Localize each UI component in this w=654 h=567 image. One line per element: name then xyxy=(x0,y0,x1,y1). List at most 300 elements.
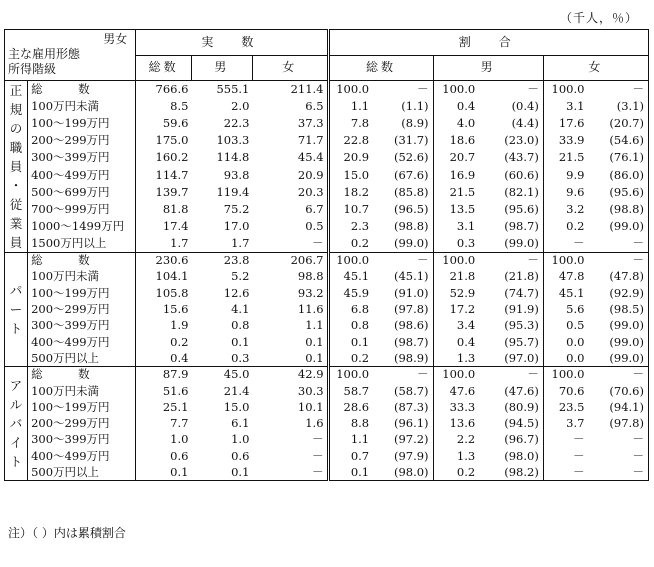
table-row xyxy=(5,334,649,350)
section-label-char: ・ xyxy=(9,178,23,193)
cell-ratio-male-cumulative: (96.7) xyxy=(478,432,543,448)
cell-ratio-female: 45.1 xyxy=(558,285,585,300)
cell-ratio-female-cumulative: (92.9) xyxy=(587,285,648,301)
cell-ratio-female-cumulative: (47.8) xyxy=(587,269,648,285)
income-bracket-label: 500万円以上 xyxy=(28,464,136,480)
cell-ratio-total: 100.0 xyxy=(328,81,372,98)
table-row xyxy=(5,98,649,115)
table-row xyxy=(5,184,649,201)
cell-male: 555.1 xyxy=(191,81,252,98)
cell-ratio-male: 100.0 xyxy=(433,367,478,383)
cell-female: 45.4 xyxy=(252,149,328,166)
cell-ratio-female: 3.1 xyxy=(566,98,585,113)
cell-female: 10.1 xyxy=(252,399,328,415)
table-row xyxy=(5,269,649,285)
cell-ratio-female-cumulative: (99.0) xyxy=(587,350,648,366)
cell-ratio-total: 0.2 xyxy=(328,235,372,252)
cell-ratio-male-cumulative: (98.2) xyxy=(478,464,543,480)
cell-ratio-female: 9.6 xyxy=(566,184,585,199)
section-label-char: ア xyxy=(9,378,23,394)
cell-ratio-female-cumulative: (54.6) xyxy=(587,132,648,149)
cell-ratio-total-cumulative: (99.0) xyxy=(372,235,433,252)
cell-female: 71.7 xyxy=(252,132,328,149)
cell-male: 1.0 xyxy=(231,432,250,447)
cell-male: 0.3 xyxy=(191,350,252,366)
table-row-total xyxy=(5,81,649,98)
section-label-char: の xyxy=(9,121,23,136)
cell-ratio-male: 13.6 xyxy=(449,416,476,431)
cell-ratio-female-cumulative: (94.1) xyxy=(587,399,648,415)
cell-ratio-female-cumulative: (99.0) xyxy=(587,218,648,235)
table-row xyxy=(5,350,649,366)
section-label-char: ル xyxy=(9,397,23,413)
cell-ratio-total-cumulative: (98.0) xyxy=(372,464,433,480)
cell-ratio-female-cumulative: (70.6) xyxy=(587,383,648,399)
table-row xyxy=(5,432,649,448)
cell-ratio-total-cumulative: (97.9) xyxy=(372,448,433,464)
income-bracket-label: 1500万円以上 xyxy=(28,235,136,252)
cell-ratio-total: 0.7 xyxy=(328,448,372,464)
cell-ratio-total-cumulative: － xyxy=(372,367,433,383)
cell-ratio-total-cumulative: (58.7) xyxy=(372,383,433,399)
income-bracket-label: 総 数 xyxy=(28,367,136,383)
cell-female: 1.6 xyxy=(252,415,328,431)
section-label xyxy=(5,367,28,481)
cell-total: 160.2 xyxy=(155,150,189,165)
cell-total: 766.6 xyxy=(136,81,192,98)
table-row xyxy=(5,464,649,480)
cell-ratio-total-cumulative: (96.1) xyxy=(372,415,433,431)
cell-male: 114.8 xyxy=(216,150,250,165)
cell-female: 20.9 xyxy=(252,166,328,183)
cell-ratio-total: 20.9 xyxy=(328,149,372,166)
cell-ratio-female-cumulative: (95.6) xyxy=(587,184,648,201)
cell-ratio-female-cumulative: (86.0) xyxy=(587,166,648,183)
cell-ratio-male: 0.4 xyxy=(456,334,476,349)
cell-ratio-total: 28.6 xyxy=(328,399,372,415)
cell-ratio-female-cumulative: － xyxy=(587,448,648,464)
cell-female: 0.1 xyxy=(252,334,328,350)
cell-ratio-total: 0.2 xyxy=(328,350,372,366)
cell-ratio-female-cumulative: (98.8) xyxy=(587,201,648,218)
cell-ratio-female: 100.0 xyxy=(543,367,587,383)
table-row xyxy=(5,115,649,132)
table-row-total xyxy=(5,367,649,383)
table-row xyxy=(5,166,649,183)
cell-ratio-total: 10.7 xyxy=(328,201,372,218)
cell-ratio-male: 47.6 xyxy=(449,383,476,398)
section-label-char: 業 xyxy=(9,216,23,231)
cell-total: 25.1 xyxy=(162,399,189,414)
cell-ratio-female-cumulative: (20.7) xyxy=(587,115,648,132)
cell-ratio-total-cumulative: (98.6) xyxy=(372,318,433,334)
corner-employment-label: 主な雇用形態 xyxy=(8,47,81,61)
cell-ratio-total-cumulative: (98.9) xyxy=(372,350,433,366)
cell-female: 0.5 xyxy=(252,218,328,235)
cell-total: 175.0 xyxy=(155,133,189,148)
cell-ratio-total-cumulative: (98.7) xyxy=(372,334,433,350)
cell-ratio-male: 4.0 xyxy=(456,115,476,130)
cell-ratio-total-cumulative: (67.6) xyxy=(372,166,433,183)
cell-ratio-female-cumulative: － xyxy=(587,464,648,480)
cell-ratio-male: 18.6 xyxy=(449,133,476,148)
cell-male: 0.6 xyxy=(231,448,250,463)
cell-total: 15.6 xyxy=(162,302,189,317)
income-bracket-label: 400～499万円 xyxy=(28,166,136,183)
table-row xyxy=(5,415,649,431)
cell-ratio-female: 100.0 xyxy=(543,81,587,98)
cell-ratio-female: － xyxy=(572,448,585,463)
section-label-char: 員 xyxy=(9,159,23,174)
cell-ratio-male-cumulative: (98.0) xyxy=(478,448,543,464)
cell-male: 6.1 xyxy=(231,416,250,431)
income-bracket-label: 100万円未満 xyxy=(28,269,136,285)
table-row xyxy=(5,301,649,317)
cell-ratio-total: 18.2 xyxy=(328,184,372,201)
income-bracket-label: 総 数 xyxy=(28,253,136,269)
cell-ratio-male-cumulative: (91.9) xyxy=(478,301,543,317)
header-ratio-female: 女 xyxy=(543,55,648,81)
header-female: 女 xyxy=(252,55,328,81)
cell-ratio-total-cumulative: － xyxy=(372,253,433,269)
cell-ratio-total-cumulative: (87.3) xyxy=(372,399,433,415)
cell-male: 75.2 xyxy=(223,201,250,216)
income-bracket-label: 1000～1499万円 xyxy=(28,218,136,235)
income-bracket-label: 100万円未満 xyxy=(28,98,136,115)
table-row xyxy=(5,201,649,218)
cell-ratio-total-cumulative: (52.6) xyxy=(372,149,433,166)
cell-ratio-male-cumulative: (74.7) xyxy=(478,285,543,301)
cell-male: 0.8 xyxy=(231,318,250,333)
cell-total: 0.2 xyxy=(170,334,189,349)
cell-ratio-male: 21.5 xyxy=(449,184,476,199)
income-bracket-label: 100万円未満 xyxy=(28,383,136,399)
cell-ratio-total: 7.8 xyxy=(328,115,372,132)
cell-ratio-male-cumulative: (97.0) xyxy=(478,350,543,366)
cell-ratio-male: 33.3 xyxy=(449,399,476,414)
cell-ratio-total-cumulative: (97.8) xyxy=(372,301,433,317)
cell-ratio-male: 21.8 xyxy=(449,269,476,284)
cell-female: － xyxy=(252,448,328,464)
cell-ratio-female: 33.9 xyxy=(558,133,585,148)
table-corner-header xyxy=(5,30,136,81)
section-label-char: イ xyxy=(9,435,23,451)
section-label-char: 正 xyxy=(9,83,23,98)
cell-ratio-total: 22.8 xyxy=(328,132,372,149)
cell-total: 0.1 xyxy=(136,464,192,480)
cell-male: 15.0 xyxy=(223,399,250,414)
table-row xyxy=(5,318,649,334)
table-row-total xyxy=(5,253,649,269)
cell-ratio-total-cumulative: (1.1) xyxy=(372,98,433,115)
header-ratio-total: 総数 xyxy=(328,55,433,81)
section-label-char: ー xyxy=(9,302,23,318)
cell-ratio-female: 0.0 xyxy=(566,334,585,349)
cell-ratio-male: 13.5 xyxy=(449,201,476,216)
cell-female: 37.3 xyxy=(252,115,328,132)
cell-male: 23.8 xyxy=(191,253,252,269)
cell-total: 104.1 xyxy=(155,269,189,284)
cell-ratio-total-cumulative: (98.8) xyxy=(372,218,433,235)
cell-male: 119.4 xyxy=(216,184,250,199)
income-bracket-label: 200～299万円 xyxy=(28,301,136,317)
cell-female: － xyxy=(252,432,328,448)
section-label-char: ト xyxy=(9,321,23,337)
section-label-char: パ xyxy=(9,283,23,299)
cell-ratio-male-cumulative: (95.6) xyxy=(478,201,543,218)
cell-male: 17.0 xyxy=(223,219,250,234)
cell-female: 211.4 xyxy=(252,81,328,98)
income-bracket-label: 100～199万円 xyxy=(28,285,136,301)
table-body xyxy=(5,81,649,481)
cell-ratio-female: 3.2 xyxy=(566,201,585,216)
section-label-char: バ xyxy=(9,416,23,432)
cell-ratio-male-cumulative: － xyxy=(478,81,543,98)
cell-female: 1.1 xyxy=(252,318,328,334)
cell-ratio-male-cumulative: (99.0) xyxy=(478,235,543,252)
cell-ratio-male-cumulative: (60.6) xyxy=(478,166,543,183)
cell-ratio-male-cumulative: (98.7) xyxy=(478,218,543,235)
cell-ratio-male: 0.3 xyxy=(433,235,478,252)
cell-ratio-male-cumulative: (95.7) xyxy=(478,334,543,350)
cell-ratio-total: 2.3 xyxy=(328,218,372,235)
cell-ratio-female-cumulative: (97.8) xyxy=(587,415,648,431)
income-bracket-label: 700～999万円 xyxy=(28,201,136,218)
cell-ratio-male-cumulative: － xyxy=(478,367,543,383)
cell-ratio-female: － xyxy=(543,464,587,480)
footnote: 注）（ ）内は累積割合 xyxy=(8,526,126,540)
cell-ratio-male: 3.4 xyxy=(456,318,476,333)
cell-ratio-total: 1.1 xyxy=(328,432,372,448)
cell-ratio-male: 3.1 xyxy=(456,219,476,234)
table-row xyxy=(5,399,649,415)
cell-ratio-male-cumulative: － xyxy=(478,253,543,269)
cell-female: 42.9 xyxy=(252,367,328,383)
cell-ratio-total-cumulative: (91.0) xyxy=(372,285,433,301)
cell-ratio-male-cumulative: (43.7) xyxy=(478,149,543,166)
cell-ratio-female-cumulative: (99.0) xyxy=(587,318,648,334)
cell-ratio-male: 100.0 xyxy=(433,81,478,98)
cell-female: 0.1 xyxy=(252,350,328,366)
income-bracket-label: 100～199万円 xyxy=(28,399,136,415)
cell-ratio-total: 15.0 xyxy=(328,166,372,183)
cell-ratio-total-cumulative: (96.5) xyxy=(372,201,433,218)
cell-male: 21.4 xyxy=(223,383,250,398)
cell-ratio-male: 17.2 xyxy=(449,302,476,317)
cell-total: 7.7 xyxy=(170,416,189,431)
section-label-char: 従 xyxy=(9,197,23,212)
cell-ratio-male: 1.3 xyxy=(433,350,478,366)
cell-male: 0.1 xyxy=(191,464,252,480)
cell-total: 0.4 xyxy=(136,350,192,366)
cell-ratio-female-cumulative: － xyxy=(587,235,648,252)
header-male: 男 xyxy=(191,55,252,81)
cell-ratio-female-cumulative: (98.5) xyxy=(587,301,648,317)
cell-male: 12.6 xyxy=(223,285,250,300)
cell-ratio-male-cumulative: (94.5) xyxy=(478,415,543,431)
cell-ratio-male: 16.9 xyxy=(449,167,476,182)
cell-ratio-male-cumulative: (80.9) xyxy=(478,399,543,415)
table-row xyxy=(5,285,649,301)
cell-total: 51.6 xyxy=(162,383,189,398)
cell-total: 105.8 xyxy=(155,285,189,300)
section-label xyxy=(5,81,28,253)
cell-ratio-total: 0.8 xyxy=(328,318,372,334)
cell-male: 2.0 xyxy=(231,98,250,113)
corner-gender-label: 男女 xyxy=(103,32,128,46)
table-row xyxy=(5,235,649,252)
section-label xyxy=(5,253,28,367)
cell-male: 103.3 xyxy=(216,133,250,148)
cell-ratio-female: 9.9 xyxy=(566,167,585,182)
header-actual-count: 実 数 xyxy=(136,30,328,56)
cell-ratio-total: 0.1 xyxy=(328,334,372,350)
cell-ratio-male-cumulative: (95.3) xyxy=(478,318,543,334)
cell-male: 5.2 xyxy=(231,269,250,284)
cell-ratio-female: 23.5 xyxy=(558,399,585,414)
cell-total: 8.5 xyxy=(170,98,189,113)
cell-ratio-male: 2.2 xyxy=(456,432,476,447)
cell-female: 206.7 xyxy=(252,253,328,269)
cell-total: 114.7 xyxy=(155,167,189,182)
cell-ratio-total: 8.8 xyxy=(328,415,372,431)
income-distribution-table xyxy=(4,29,649,481)
cell-male: 93.8 xyxy=(223,167,250,182)
cell-ratio-male: 52.9 xyxy=(449,285,476,300)
cell-ratio-female-cumulative: － xyxy=(587,81,648,98)
cell-ratio-female: 3.7 xyxy=(566,416,585,431)
income-bracket-label: 400～499万円 xyxy=(28,334,136,350)
cell-ratio-female: － xyxy=(543,235,587,252)
income-bracket-label: 200～299万円 xyxy=(28,132,136,149)
cell-ratio-female: 0.5 xyxy=(566,318,585,333)
cell-ratio-total-cumulative: － xyxy=(372,81,433,98)
income-bracket-label: 200～299万円 xyxy=(28,415,136,431)
cell-ratio-total: 58.7 xyxy=(328,383,372,399)
cell-ratio-female-cumulative: － xyxy=(587,432,648,448)
cell-ratio-female: 47.8 xyxy=(558,269,585,284)
cell-male: 4.1 xyxy=(231,302,250,317)
cell-female: 6.7 xyxy=(252,201,328,218)
cell-female: 30.3 xyxy=(252,383,328,399)
cell-ratio-total: 6.8 xyxy=(328,301,372,317)
cell-ratio-female: － xyxy=(572,432,585,447)
section-label-char: ト xyxy=(9,454,23,470)
header-ratio: 割 合 xyxy=(328,30,648,56)
cell-ratio-total-cumulative: (45.1) xyxy=(372,269,433,285)
income-bracket-label: 500～699万円 xyxy=(28,184,136,201)
cell-ratio-male: 20.7 xyxy=(449,150,476,165)
income-bracket-label: 300～399万円 xyxy=(28,149,136,166)
income-bracket-label: 500万円以上 xyxy=(28,350,136,366)
table-row xyxy=(5,218,649,235)
cell-total: 230.6 xyxy=(136,253,192,269)
cell-ratio-male-cumulative: (82.1) xyxy=(478,184,543,201)
cell-ratio-male-cumulative: (23.0) xyxy=(478,132,543,149)
cell-ratio-female-cumulative: － xyxy=(587,253,648,269)
cell-ratio-total: 45.9 xyxy=(328,285,372,301)
income-bracket-label: 300～399万円 xyxy=(28,318,136,334)
cell-female: 98.8 xyxy=(252,269,328,285)
cell-ratio-total: 100.0 xyxy=(328,367,372,383)
cell-ratio-female-cumulative: (3.1) xyxy=(587,98,648,115)
cell-male: 45.0 xyxy=(191,367,252,383)
cell-male: 22.3 xyxy=(223,115,250,130)
cell-ratio-female: 0.0 xyxy=(543,350,587,366)
cell-ratio-total: 1.1 xyxy=(328,98,372,115)
cell-ratio-total: 0.1 xyxy=(328,464,372,480)
cell-total: 0.6 xyxy=(170,448,189,463)
cell-ratio-female: 5.6 xyxy=(566,302,585,317)
table-row xyxy=(5,149,649,166)
cell-total: 59.6 xyxy=(162,115,189,130)
cell-total: 139.7 xyxy=(155,184,189,199)
cell-ratio-male-cumulative: (4.4) xyxy=(478,115,543,132)
cell-ratio-female-cumulative: (99.0) xyxy=(587,334,648,350)
table-row xyxy=(5,448,649,464)
cell-ratio-male-cumulative: (47.6) xyxy=(478,383,543,399)
section-label-char: 職 xyxy=(9,140,23,155)
cell-total: 1.0 xyxy=(170,432,189,447)
cell-female: － xyxy=(252,464,328,480)
header-total: 総数 xyxy=(136,55,192,81)
cell-ratio-male: 1.3 xyxy=(456,448,476,463)
cell-ratio-total-cumulative: (8.9) xyxy=(372,115,433,132)
cell-total: 87.9 xyxy=(136,367,192,383)
income-bracket-label: 総 数 xyxy=(28,81,136,98)
cell-female: 11.6 xyxy=(252,301,328,317)
section-label-char: 規 xyxy=(9,102,23,117)
table-row xyxy=(5,132,649,149)
income-bracket-label: 400～499万円 xyxy=(28,448,136,464)
cell-ratio-female: 0.2 xyxy=(566,219,585,234)
cell-total: 1.9 xyxy=(170,318,189,333)
cell-ratio-total: 45.1 xyxy=(328,269,372,285)
cell-ratio-total: 100.0 xyxy=(328,253,372,269)
table-row xyxy=(5,383,649,399)
cell-ratio-total-cumulative: (31.7) xyxy=(372,132,433,149)
cell-female: 20.3 xyxy=(252,184,328,201)
section-label-char: 員 xyxy=(9,235,23,250)
corner-income-label: 所得階級 xyxy=(8,62,57,76)
cell-ratio-female: 100.0 xyxy=(543,253,587,269)
cell-female: 93.2 xyxy=(252,285,328,301)
cell-ratio-female: 70.6 xyxy=(558,383,585,398)
cell-ratio-total-cumulative: (85.8) xyxy=(372,184,433,201)
cell-male: 1.7 xyxy=(191,235,252,252)
cell-ratio-female-cumulative: － xyxy=(587,367,648,383)
cell-ratio-male: 100.0 xyxy=(433,253,478,269)
cell-ratio-male-cumulative: (0.4) xyxy=(478,98,543,115)
cell-ratio-male: 0.4 xyxy=(456,98,476,113)
cell-total: 81.8 xyxy=(162,201,189,216)
cell-ratio-female: 17.6 xyxy=(558,115,585,130)
cell-female: 6.5 xyxy=(252,98,328,115)
cell-male: 0.1 xyxy=(231,334,250,349)
cell-total: 17.4 xyxy=(162,219,189,234)
cell-ratio-male: 0.2 xyxy=(433,464,478,480)
header-ratio-male: 男 xyxy=(433,55,543,81)
income-bracket-label: 100～199万円 xyxy=(28,115,136,132)
cell-ratio-female: 21.5 xyxy=(558,150,585,165)
unit-label: （千人，％） xyxy=(559,11,638,25)
cell-ratio-male-cumulative: (21.8) xyxy=(478,269,543,285)
cell-total: 1.7 xyxy=(136,235,192,252)
cell-ratio-female-cumulative: (76.1) xyxy=(587,149,648,166)
cell-female: － xyxy=(252,235,328,252)
cell-ratio-total-cumulative: (97.2) xyxy=(372,432,433,448)
income-bracket-label: 300～399万円 xyxy=(28,432,136,448)
